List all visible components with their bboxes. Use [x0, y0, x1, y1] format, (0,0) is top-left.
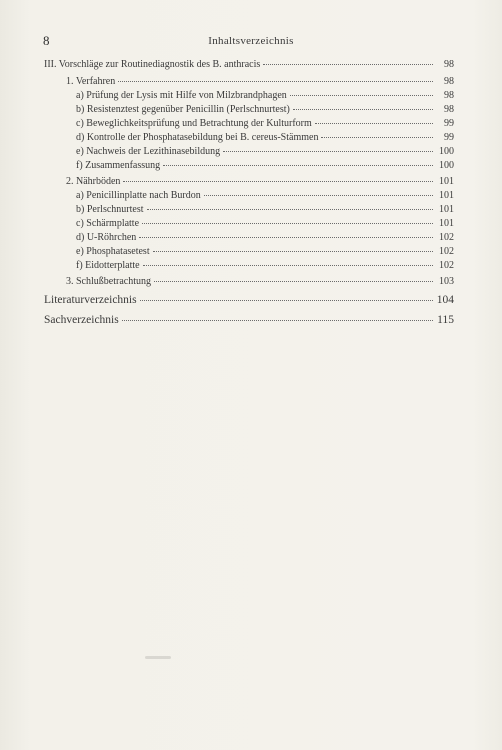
toc-entry-naehrboeden-c — [76, 218, 454, 230]
leader-dots — [290, 95, 433, 96]
toc-entry-label: Sachverzeichnis — [44, 314, 119, 326]
toc-entry-verfahren-e — [76, 146, 454, 158]
leader-dots — [321, 137, 433, 138]
running-head: Inhaltsverzeichnis — [208, 35, 294, 47]
toc-entry-naehrboeden-f — [76, 260, 454, 272]
toc-entry-verfahren-f — [76, 160, 454, 172]
toc-entry-label: 3. Schlußbetrachtung — [66, 276, 151, 287]
leader-dots — [140, 300, 433, 301]
toc-entry-verfahren-b — [76, 104, 454, 116]
toc-entry-label: d) U-Röhrchen — [76, 232, 137, 243]
leader-dots — [293, 109, 433, 110]
toc-entry-label: f) Zusammenfassung — [76, 160, 161, 171]
toc-entry-page: 104 — [436, 294, 454, 306]
toc-entry-page: 101 — [439, 190, 454, 201]
toc-entry-page: 102 — [439, 260, 454, 271]
toc-entry-page: 101 — [439, 204, 454, 215]
toc-entry-label: c) Schärmplatte — [76, 218, 140, 229]
toc-entry-label: 2. Nährböden — [66, 176, 121, 187]
leader-dots — [118, 81, 433, 82]
toc-entry-page: 98 — [444, 90, 454, 101]
toc-entry-verfahren-c — [76, 118, 454, 130]
leader-dots — [154, 281, 433, 282]
toc-entry-sach — [44, 314, 454, 326]
toc-entry-naehrboeden-b — [76, 204, 454, 216]
toc-entry-page: 100 — [439, 160, 454, 171]
leader-dots — [263, 64, 433, 65]
toc-entry-label: d) Kontrolle der Phosphatasebildung bei B. cereus-Stämmen — [76, 132, 319, 143]
toc-entry-naehrboeden-a — [76, 190, 454, 202]
toc-entry-label: III. Vorschläge zur Routinediagnostik des B. anthracis — [44, 59, 261, 70]
toc-entry-label: e) Nachweis der Lezithinasebildung — [76, 146, 221, 157]
toc-entry-page: 98 — [444, 76, 454, 87]
toc-entry-page: 102 — [439, 246, 454, 257]
toc-entry-label: a) Prüfung der Lysis mit Hilfe von Milzbrandphagen — [76, 90, 287, 101]
leader-dots — [204, 195, 433, 196]
leader-dots — [147, 209, 434, 210]
toc-entry-label: a) Penicillinplatte nach Burdon — [76, 190, 201, 201]
paper-smudge — [145, 656, 171, 659]
leader-dots — [139, 237, 433, 238]
toc-entry-page: 98 — [444, 104, 454, 115]
toc-entry-label: c) Beweglichkeitsprüfung und Betrachtung der Kulturform — [76, 118, 312, 129]
toc-entry-naehrboeden-e — [76, 246, 454, 258]
page-number: 8 — [43, 33, 50, 48]
leader-dots — [142, 223, 433, 224]
toc-entry-label: b) Perlschnurtest — [76, 204, 144, 215]
toc-entry-page: 102 — [439, 232, 454, 243]
toc-entry-verfahren-d — [76, 132, 454, 144]
toc-entry-label: Literaturverzeichnis — [44, 294, 137, 306]
toc-entry-page: 101 — [439, 218, 454, 229]
toc-entry-label: b) Resistenztest gegenüber Penicillin (Perlschnurtest) — [76, 104, 290, 115]
leader-dots — [223, 151, 433, 152]
toc-entry-schluss — [66, 276, 454, 288]
leader-dots — [153, 251, 433, 252]
toc-entry-naehrboeden-d — [76, 232, 454, 244]
toc-entry-page: 115 — [437, 314, 454, 326]
leader-dots — [123, 181, 433, 182]
toc-entry-page: 100 — [439, 146, 454, 157]
toc-entry-literatur — [44, 294, 454, 306]
leader-dots — [163, 165, 433, 166]
toc-entry-label: e) Phosphatasetest — [76, 246, 150, 257]
leader-dots — [122, 320, 433, 321]
leader-dots — [143, 265, 433, 266]
toc-entry-page: 103 — [439, 276, 454, 287]
toc-entry-section-iii — [44, 59, 454, 71]
leader-dots — [315, 123, 433, 124]
toc-entry-naehrboeden — [66, 176, 454, 188]
toc-entry-page: 99 — [444, 118, 454, 129]
toc-entry-label: 1. Verfahren — [66, 76, 116, 87]
toc-entry-verfahren-a — [76, 90, 454, 102]
toc-entry-verfahren — [66, 76, 454, 88]
toc-entry-label: f) Eidotterplatte — [76, 260, 140, 271]
toc-entry-page: 101 — [439, 176, 454, 187]
toc-entry-page: 99 — [444, 132, 454, 143]
toc-entry-page: 98 — [444, 59, 454, 70]
